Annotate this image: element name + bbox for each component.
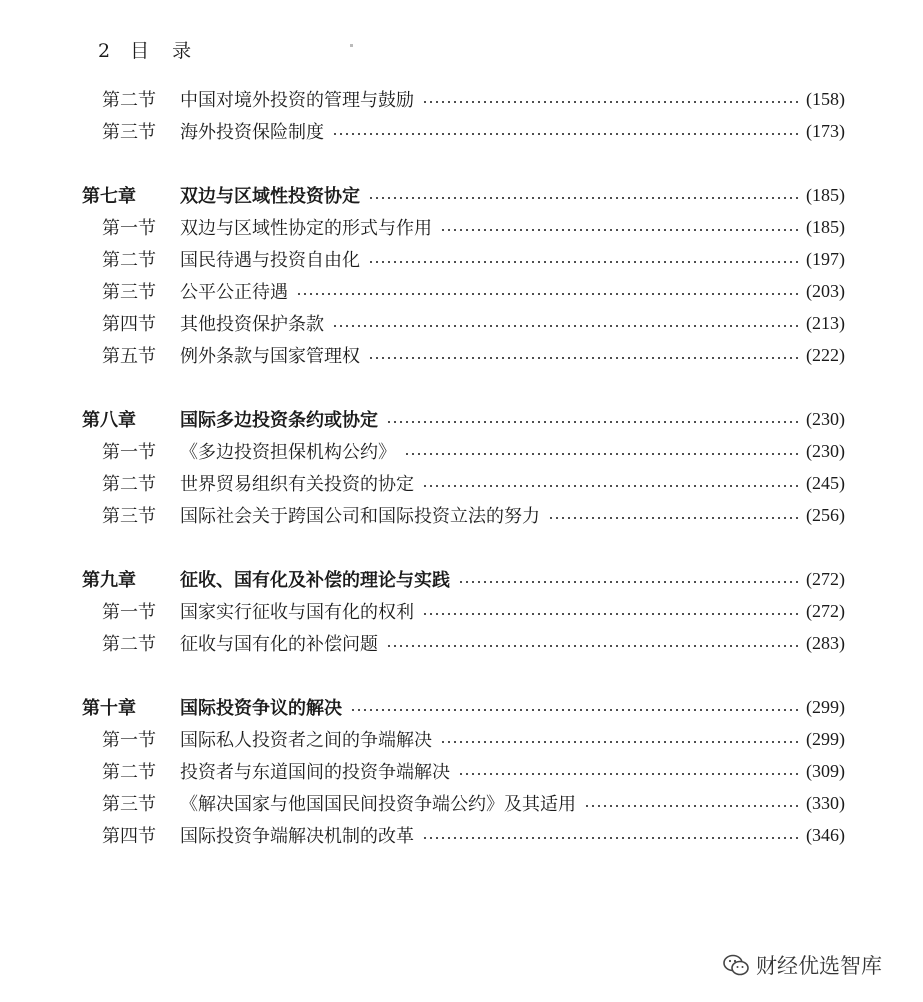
toc-chapter-row <box>0 406 923 432</box>
toc-title: 国家实行征收与国有化的权利 <box>180 602 414 623</box>
toc-section-row <box>0 342 923 368</box>
toc-leader-dots <box>440 229 800 231</box>
toc-page-number: (299) <box>806 728 845 749</box>
toc-page-number: (185) <box>806 184 845 205</box>
toc-section-row <box>0 630 923 656</box>
toc-leader-dots <box>422 101 800 103</box>
toc-leader-dots <box>386 645 800 647</box>
toc-section-row <box>0 278 923 304</box>
toc-label: 第三节 <box>102 122 156 143</box>
toc-section-row <box>0 310 923 336</box>
toc-leader-dots <box>386 421 800 423</box>
toc-title: 国际多边投资条约或协定 <box>180 410 378 431</box>
toc-title: 国民待遇与投资自由化 <box>180 250 360 271</box>
toc-label: 第二节 <box>102 250 156 271</box>
toc-page-number: (283) <box>806 632 845 653</box>
toc-label: 第八章 <box>82 410 136 431</box>
page-header <box>98 36 193 63</box>
toc-page-number: (203) <box>806 280 845 301</box>
toc-title: 世界贸易组织有关投资的协定 <box>180 474 414 495</box>
toc-title: 双边与区域性协定的形式与作用 <box>180 218 432 239</box>
toc-page-number: (272) <box>806 600 845 621</box>
toc-page-number: (272) <box>806 568 845 589</box>
toc-label: 第五节 <box>102 346 156 367</box>
toc-page-number: (330) <box>806 792 845 813</box>
toc-label: 第十章 <box>82 698 136 719</box>
toc-label: 第二节 <box>102 474 156 495</box>
watermark-text: 财经优选智库 <box>756 954 882 978</box>
toc-section-row <box>0 246 923 272</box>
toc-page-number: (230) <box>806 408 845 429</box>
toc-label: 第四节 <box>102 314 156 335</box>
toc-label: 第四节 <box>102 826 156 847</box>
toc-page-number: (222) <box>806 344 845 365</box>
header-title: 目 录 <box>130 40 194 62</box>
toc-leader-dots <box>422 613 800 615</box>
toc-leader-dots <box>548 517 800 519</box>
toc-label: 第三节 <box>102 282 156 303</box>
page-number: 2 <box>98 40 113 62</box>
toc-section-row <box>0 726 923 752</box>
toc-title: 国际投资争端解决机制的改革 <box>180 826 414 847</box>
toc-section-row <box>0 118 923 144</box>
toc-title: 其他投资保护条款 <box>180 314 324 335</box>
toc-title: 国际社会关于跨国公司和国际投资立法的努力 <box>180 506 540 527</box>
toc-title: 双边与区域性投资协定 <box>180 186 360 207</box>
toc-leader-dots <box>458 581 800 583</box>
toc-page-number: (213) <box>806 312 845 333</box>
toc-page-number: (158) <box>806 88 845 109</box>
toc-chapter-row <box>0 182 923 208</box>
toc-leader-dots <box>332 325 800 327</box>
toc-section-row <box>0 438 923 464</box>
toc-leader-dots <box>368 261 800 263</box>
toc-title: 征收与国有化的补偿问题 <box>180 634 378 655</box>
toc-page-number: (245) <box>806 472 845 493</box>
toc-title: 国际私人投资者之间的争端解决 <box>180 730 432 751</box>
toc-page-number: (173) <box>806 120 845 141</box>
toc-title: 海外投资保险制度 <box>180 122 324 143</box>
toc-title: 投资者与东道国间的投资争端解决 <box>180 762 450 783</box>
toc-leader-dots <box>584 805 800 807</box>
toc-label: 第七章 <box>82 186 136 207</box>
toc-title: 例外条款与国家管理权 <box>180 346 360 367</box>
toc-title: 征收、国有化及补偿的理论与实践 <box>180 570 450 591</box>
toc-section-row <box>0 502 923 528</box>
toc-leader-dots <box>404 453 800 455</box>
toc-label: 第一节 <box>102 602 156 623</box>
toc-label: 第三节 <box>102 506 156 527</box>
toc-chapter-row <box>0 694 923 720</box>
toc-section-row <box>0 86 923 112</box>
toc-label: 第一节 <box>102 442 156 463</box>
toc-title: 《解决国家与他国国民间投资争端公约》及其适用 <box>180 794 576 815</box>
toc-page-number: (299) <box>806 696 845 717</box>
toc-page-number: (346) <box>806 824 845 845</box>
toc-page-number: (309) <box>806 760 845 781</box>
toc-section-row <box>0 598 923 624</box>
toc-label: 第二节 <box>102 762 156 783</box>
toc-page-number: (256) <box>806 504 845 525</box>
toc-section-row <box>0 470 923 496</box>
toc-section-row <box>0 214 923 240</box>
toc-label: 第二节 <box>102 90 156 111</box>
toc-chapter-row <box>0 566 923 592</box>
toc-label: 第九章 <box>82 570 136 591</box>
toc-label: 第三节 <box>102 794 156 815</box>
toc-label: 第一节 <box>102 218 156 239</box>
toc-leader-dots <box>350 709 800 711</box>
wechat-icon <box>722 953 750 977</box>
toc-page-number: (197) <box>806 248 845 269</box>
toc-title: 公平公正待遇 <box>180 282 288 303</box>
toc-page-number: (230) <box>806 440 845 461</box>
toc-section-row <box>0 758 923 784</box>
toc-leader-dots <box>422 485 800 487</box>
toc-leader-dots <box>422 837 800 839</box>
header-mark <box>350 44 353 47</box>
toc-leader-dots <box>458 773 800 775</box>
toc-leader-dots <box>332 133 800 135</box>
toc-leader-dots <box>368 197 800 199</box>
toc-label: 第二节 <box>102 634 156 655</box>
toc-title: 国际投资争议的解决 <box>180 698 342 719</box>
toc-page-number: (185) <box>806 216 845 237</box>
toc-leader-dots <box>296 293 800 295</box>
toc-leader-dots <box>368 357 800 359</box>
toc-section-row <box>0 822 923 848</box>
toc-section-row <box>0 790 923 816</box>
watermark <box>722 950 882 980</box>
toc-title: 中国对境外投资的管理与鼓励 <box>180 90 414 111</box>
toc-title: 《多边投资担保机构公约》 <box>180 442 396 463</box>
toc-leader-dots <box>440 741 800 743</box>
toc-label: 第一节 <box>102 730 156 751</box>
